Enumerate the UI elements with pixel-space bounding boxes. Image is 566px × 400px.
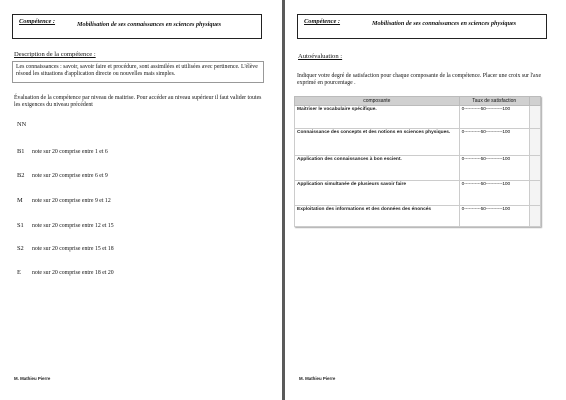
satisfaction-scale[interactable]: 0-----------50-----------100 xyxy=(459,129,529,156)
left-page xyxy=(0,0,282,400)
header-label: Compétence : xyxy=(19,18,56,25)
satisfaction-scale[interactable]: 0-----------50-----------100 xyxy=(459,106,529,129)
right-page xyxy=(285,0,566,400)
composante-cell: Exploitation des informations et des données des énoncés xyxy=(295,206,460,227)
level-text: note sur 20 comprise entre 1 et 6 xyxy=(32,149,108,155)
table-row xyxy=(295,129,541,156)
level-code: S2 xyxy=(17,245,24,252)
level-nn: NN xyxy=(17,121,27,128)
description-title: Description de la compétence : xyxy=(14,51,96,58)
empty-cell xyxy=(529,156,540,181)
level-text: note sur 20 comprise entre 6 et 9 xyxy=(32,173,108,179)
evaluation-text: Évaluation de la compétence par niveau de maitrise. Pour accéder au niveau supérieur il faut valider toutes les exigences du niveau précédent xyxy=(14,95,262,109)
satisfaction-table xyxy=(294,96,541,227)
level-text: note sur 20 comprise entre 15 et 18 xyxy=(32,246,114,252)
satisfaction-scale[interactable]: 0-----------50-----------100 xyxy=(459,181,529,206)
page-footer: M. Mathieu Pierre xyxy=(14,376,51,381)
competence-header xyxy=(12,14,262,39)
table-row xyxy=(295,156,541,181)
satisfaction-scale[interactable]: 0-----------50-----------100 xyxy=(459,206,529,227)
autoevaluation-instructions: Indiquer votre degré de satisfaction pour chaque composante de la compétence. Placer une croix sur l'axe exprimé en pourcentage . xyxy=(297,73,542,87)
level-code: B2 xyxy=(17,172,25,179)
page-footer: M. Mathieu Pierre xyxy=(299,376,336,381)
description-box xyxy=(12,61,264,83)
header-title: Mobilisation de ses connaissances en sciences physiques xyxy=(77,21,222,28)
empty-cell xyxy=(529,206,540,227)
table-row xyxy=(295,181,541,206)
level-code: M xyxy=(17,197,23,204)
level-text: note sur 20 comprise entre 18 et 20 xyxy=(32,270,114,276)
description-text: Les connaissances : savoir, savoir faire et procédure, sont assimilées et utilisées avec pertinence. L'élève résoud les situations d'application directe ou nouvelles mais simples. xyxy=(16,64,258,78)
table-header-composante: composante xyxy=(295,97,460,106)
table-row xyxy=(295,106,541,129)
level-code: E xyxy=(17,269,21,276)
header-title: Mobilisation de ses connaissances en sciences physiques xyxy=(372,20,517,27)
composante-cell: Application des connaissances à bon escient. xyxy=(295,156,460,181)
empty-cell xyxy=(529,181,540,206)
empty-cell xyxy=(529,129,540,156)
table-row xyxy=(295,206,541,227)
competence-header xyxy=(297,14,547,39)
level-text: note sur 20 comprise entre 12 et 15 xyxy=(32,223,114,229)
table-header-taux: Taux de satisfaction xyxy=(459,97,529,106)
satisfaction-scale[interactable]: 0-----------50-----------100 xyxy=(459,156,529,181)
empty-cell xyxy=(529,106,540,129)
level-code: B1 xyxy=(17,148,25,155)
composante-cell: Application simultanée de plusieurs savoir faire xyxy=(295,181,460,206)
level-code: S1 xyxy=(17,222,24,229)
composante-cell: Maitriser le vocabulaire spécifique. xyxy=(295,106,460,129)
table-header-empty xyxy=(529,97,540,106)
header-label: Compétence : xyxy=(304,18,341,25)
composante-cell: Connaissance des concepts et des notions en sciences physiques. xyxy=(295,129,460,156)
autoevaluation-title: Autoévaluation : xyxy=(298,53,343,60)
level-text: note sur 20 comprise entre 9 et 12 xyxy=(32,198,111,204)
